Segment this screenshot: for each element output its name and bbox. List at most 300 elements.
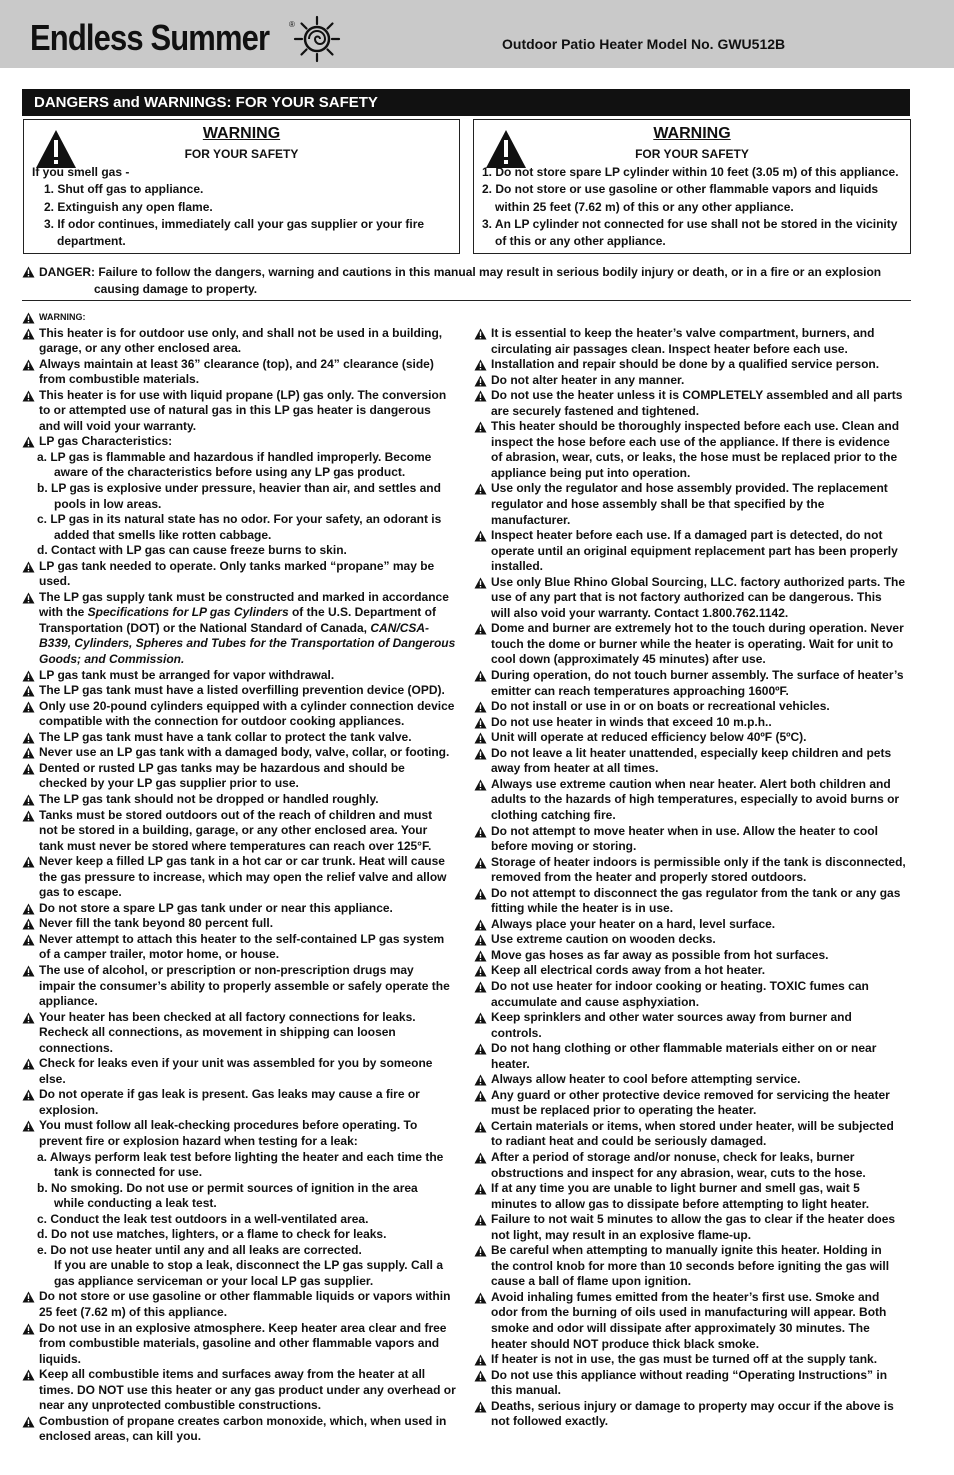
warning-triangle-icon — [22, 436, 35, 448]
warning-item-line — [474, 1134, 914, 1150]
warning-item — [474, 979, 914, 995]
warning-text: a. LP gas is flammable and hazardous if handled improperly. Become — [37, 449, 432, 464]
warning-item — [22, 1321, 462, 1337]
warning-item — [474, 373, 914, 389]
warning-item — [474, 1088, 914, 1104]
warning-text: Check for leaks even if your unit was assembled for you by someone — [39, 1056, 433, 1071]
warning-text: Move gas hoses as far away as possible from hot surfaces. — [491, 947, 829, 962]
warning-text: inspect the hose before each use of the appliance. If there is evidence — [491, 434, 890, 449]
warning-text: touch the dome or burner while the heater is operating. Wait for unit to — [491, 636, 894, 651]
warning-text: It is essential to keep the heater’s valve compartment, burners, and — [491, 326, 875, 340]
warning-text: This heater is for use with liquid propane (LP) gas only. The conversion — [39, 387, 447, 402]
warning-text: else. — [39, 1071, 66, 1086]
warning-item-line — [474, 606, 914, 622]
warning-text: The use of alcohol, or prescription or non-prescription drugs may — [39, 962, 414, 977]
warning-text: Always place your heater on a hard, level surface. — [491, 916, 776, 931]
warning-triangle-icon — [22, 1058, 35, 1070]
warning-triangle-icon — [474, 375, 487, 387]
header-band — [0, 0, 954, 68]
warning-item — [22, 730, 462, 746]
warning-text: The LP gas tank must have a listed overfilling prevention device (OPD). — [39, 683, 445, 698]
warning-item-line — [474, 513, 914, 529]
warning-text: LP gas tank needed to operate. Only tanks marked “propane” may be — [39, 558, 435, 573]
warning-text: This heater is for outdoor use only, and shall not be used in a building, — [39, 325, 443, 340]
warning-item-line — [474, 1197, 914, 1213]
warning-item-line — [474, 1383, 914, 1399]
warning-item — [22, 792, 462, 808]
warning-item — [474, 1010, 914, 1026]
warning-item — [474, 948, 914, 964]
warning-line: within 25 feet (7.62 m) of this or any other appliance. — [495, 199, 794, 214]
warning-text: must be replaced prior to operating the heater. — [491, 1103, 757, 1118]
warning-text: connections. — [39, 1040, 114, 1055]
warning-text: During operation, do not touch burner assembly. The surface of heater’s — [491, 668, 904, 683]
warning-text: of abrasion, wear, cuts, or leaks, the hose must be replaced prior to the — [491, 450, 898, 465]
warning-item — [474, 388, 914, 404]
warning-item — [474, 886, 914, 902]
warning-text: pools in low areas. — [54, 496, 162, 511]
warning-text: manufacturer. — [491, 512, 571, 527]
warning-item — [474, 777, 914, 793]
warning-triangle-icon — [22, 1089, 35, 1101]
warning-text: obstructions and inspect for any abrasion, wear, cuts to the hose. — [491, 1165, 866, 1180]
warning-item — [474, 715, 914, 731]
warning-text: of the U.S. Department of — [288, 605, 436, 620]
warning-text: Failure to not wait 5 minutes to allow the gas to clear if the heater does — [491, 1212, 896, 1227]
warning-lines — [32, 164, 451, 250]
warning-text: c. Conduct the leak test outdoors in a well-ventilated area. — [37, 1211, 369, 1226]
warning-triangle-icon — [22, 903, 35, 915]
warning-item — [474, 326, 914, 342]
model-number: Outdoor Patio Heater Model No. GWU512B — [502, 36, 786, 52]
warning-text: Do not alter heater in any manner. — [491, 372, 685, 387]
warning-item — [474, 1290, 914, 1306]
warning-item-line — [474, 559, 914, 575]
warning-text: Keep all electrical cords away from a hot heater. — [491, 963, 766, 978]
warning-triangle-icon — [474, 1354, 487, 1366]
warning-text: c. LP gas in its natural state has no odor. For your safety, an odorant is — [37, 512, 442, 527]
warning-item — [474, 1150, 914, 1166]
warning-triangle-icon — [474, 981, 487, 993]
warning-text: 25 feet (7.62 m) of this appliance. — [39, 1305, 228, 1319]
danger-notice — [22, 264, 912, 297]
warning-text: near any unprotected combustible constructions. — [39, 1398, 322, 1413]
warning-item — [22, 1087, 462, 1103]
warning-item-line — [22, 1336, 462, 1352]
warning-item-line — [474, 1259, 914, 1275]
warning-text-italic: Specifications for LP gas Cylinders — [87, 605, 289, 620]
warning-item-line — [22, 823, 462, 839]
warning-text: Do not use heater in winds that exceed 10 m.p.h.. — [491, 714, 772, 729]
warning-triangle-icon — [474, 1090, 487, 1102]
warning-triangle-icon — [474, 701, 487, 713]
warning-text: this manual. — [491, 1383, 562, 1398]
warning-triangle-icon — [474, 1183, 487, 1195]
warning-item — [474, 481, 914, 497]
warning-text-italic: CAN/CSA- — [370, 620, 430, 635]
warning-text: WARNING: — [39, 312, 86, 322]
warning-triangle-icon — [22, 856, 35, 868]
warnings-left-column — [22, 310, 462, 1445]
warning-line: 2. Do not store or use gasoline or other flammable vapors and liquids — [482, 182, 879, 197]
warning-item-line — [22, 465, 462, 481]
warning-item — [22, 559, 462, 575]
warning-item-line — [22, 621, 462, 637]
warning-text: the control knob for more than 10 seconds before igniting the gas will — [491, 1258, 890, 1273]
warning-triangle-icon — [474, 530, 487, 542]
warning-item-line — [22, 652, 462, 668]
warning-triangle-icon — [474, 826, 487, 838]
warning-text: b. No smoking. Do not use or permit sources of ignition in the area — [37, 1180, 418, 1195]
warning-item — [474, 855, 914, 871]
warning-triangle-icon — [22, 685, 35, 697]
warning-text: circulating air passages clean. Inspect heater before each use. — [491, 341, 848, 356]
warning-title: WARNING — [653, 125, 731, 142]
warning-text: used. — [39, 574, 71, 589]
warning-item — [22, 310, 462, 326]
warning-subtitle: FOR YOUR SAFETY — [635, 147, 749, 161]
warning-item-line — [22, 994, 462, 1010]
warning-text-italic: B339, Cylinders, Spheres and Tubes for the Transportation of Dangerous — [39, 636, 456, 651]
warning-item-line — [22, 1072, 462, 1088]
registered-mark: ® — [289, 20, 295, 29]
warning-triangle-icon — [22, 1369, 35, 1381]
warning-triangle-icon — [474, 950, 487, 962]
warning-item-line — [474, 1228, 914, 1244]
warning-text: Any guard or other protective device removed for servicing the heater — [491, 1087, 890, 1102]
warning-text: controls. — [491, 1025, 542, 1040]
warning-item-line — [22, 528, 462, 544]
warning-text: You must follow all leak-checking procedures before operating. To — [39, 1118, 418, 1133]
warning-item-line — [22, 870, 462, 886]
warning-line: 1. Shut off gas to appliance. — [44, 182, 204, 197]
warning-item — [474, 419, 914, 435]
warning-item-line — [474, 466, 914, 482]
warning-triangle-icon — [474, 390, 487, 402]
warning-text: tank must never be stored where temperatures can reach over 125°F. — [39, 838, 432, 853]
warning-triangle-icon — [474, 934, 487, 946]
warning-text: Never attempt to attach this heater to the self-contained LP gas system — [39, 931, 445, 946]
warning-triangle-icon — [474, 328, 487, 340]
warning-line: 3. An LP cylinder not connected for use shall not be stored in the vicinity — [482, 216, 898, 231]
warning-text: tank is connected for use. — [54, 1165, 203, 1180]
warning-lines — [482, 164, 902, 250]
warning-text: to or attempted use of natural gas in this LP gas heater is dangerous — [39, 403, 431, 418]
warning-text: liquids. — [39, 1351, 81, 1366]
warning-text: Deaths, serious injury or damage to property may occur if the above is — [491, 1398, 894, 1413]
warning-item-line — [22, 574, 462, 590]
warning-item-line — [22, 776, 462, 792]
warning-text: cause a ball of flame upon ignition. — [491, 1274, 692, 1289]
warning-text: Do not store a spare LP gas tank under or near this appliance. — [39, 900, 393, 915]
danger-text: DANGER: Failure to follow the dangers, warning and cautions in this manual may result in serious bodily injury or death, or in a fire or an explosion — [39, 265, 882, 279]
warning-triangle-icon — [22, 312, 35, 324]
warning-triangle-icon — [474, 779, 487, 791]
warning-item-line — [474, 901, 914, 917]
danger-line — [22, 264, 912, 281]
warning-text: Never keep a filled LP gas tank in a hot car or car trunk. Heat will cause — [39, 854, 445, 869]
warning-item-line — [22, 1103, 462, 1119]
warning-item-line — [22, 979, 462, 995]
warning-title: WARNING — [202, 125, 281, 142]
warning-text: accumulate and cause asphyxiation. — [491, 994, 700, 1009]
sun-icon — [292, 14, 342, 64]
warning-text: enclosed areas, can kill you. — [39, 1429, 202, 1444]
danger-line — [22, 281, 912, 298]
warning-text: Always allow heater to cool before attempting service. — [491, 1072, 801, 1087]
warning-text: Use extreme caution on wooden decks. — [491, 932, 716, 947]
brand-logo: Endless Summer — [30, 17, 270, 58]
warnings-right-column — [474, 326, 914, 1430]
warning-triangle-icon — [22, 359, 35, 371]
warning-text: use of any part that is not factory authorized can be dangerous. This — [491, 590, 882, 605]
warning-text: installed. — [491, 559, 544, 574]
warning-line: 1. Do not store spare LP cylinder within 10 feet (3.05 m) of this appliance. — [482, 165, 899, 179]
warning-item — [22, 1367, 462, 1383]
warning-triangle-icon — [22, 747, 35, 759]
warning-text: The LP gas tank must have a tank collar to protect the tank valve. — [39, 729, 412, 744]
warning-item — [474, 621, 914, 637]
warning-item-line — [474, 792, 914, 808]
warning-item — [474, 730, 914, 746]
warning-item-line — [22, 512, 462, 528]
warning-text: times. DO NOT use this heater or any gas product under any overhead or — [39, 1382, 456, 1397]
warning-triangle-icon — [22, 918, 35, 930]
warning-triangle-icon — [474, 359, 487, 371]
warning-item — [474, 917, 914, 933]
warning-text: Do not leave a lit heater unattended, especially keep children and pets — [491, 745, 892, 760]
warning-item — [474, 1072, 914, 1088]
warning-item-line — [22, 1243, 462, 1259]
warning-triangle-icon — [474, 483, 487, 495]
warning-text: removed from the heater and properly stored outdoors. — [491, 870, 807, 885]
warning-text: Do not use this appliance without reading “Operating Instructions” in — [491, 1367, 888, 1382]
warning-text: d. Contact with LP gas can cause freeze burns to skin. — [37, 543, 347, 558]
warning-text: clothing catching fire. — [491, 807, 616, 822]
warning-line: department. — [57, 234, 126, 249]
warning-text: impair the consumer’s ability to properly assemble or safely operate the — [39, 978, 450, 993]
warning-triangle-icon — [22, 266, 35, 278]
warning-text: Be careful when attempting to manually ignite this heater. Holding in — [491, 1243, 882, 1258]
warning-triangle-icon — [474, 857, 487, 869]
warning-item — [474, 1041, 914, 1057]
warning-triangle-icon — [474, 1152, 487, 1164]
warning-item — [22, 1118, 462, 1134]
warning-item — [22, 1010, 462, 1026]
warning-item-line — [474, 497, 914, 513]
warning-triangle-icon — [474, 1401, 487, 1413]
warning-text: Inspect heater before each use. If a damaged part is detected, do not — [491, 528, 883, 543]
warning-triangle-icon — [474, 1292, 487, 1304]
warning-text: b. LP gas is explosive under pressure, heavier than air, and settles and — [37, 481, 441, 496]
warning-item — [22, 357, 462, 373]
warning-item-line — [22, 1352, 462, 1368]
warning-item — [22, 668, 462, 684]
warning-item — [22, 854, 462, 870]
warning-item-line — [22, 714, 462, 730]
warning-text: appliance being put into operation. — [491, 465, 691, 480]
warning-text: fitting while the heater is in use. — [491, 901, 674, 916]
warning-triangle-icon — [22, 965, 35, 977]
warning-text: If at any time you are unable to light burner and smell gas, wait 5 — [491, 1181, 860, 1196]
warning-item — [474, 1399, 914, 1415]
warning-text: Keep all combustible items and surfaces away from the heater at all — [39, 1367, 426, 1382]
warning-triangle-icon — [22, 701, 35, 713]
warning-text: cool down (approximately 45 minutes) after use. — [491, 652, 766, 667]
warning-triangle-icon — [22, 561, 35, 573]
warning-item — [474, 668, 914, 684]
warning-text: from combustible materials, gasoline and other flammable vapors and — [39, 1336, 440, 1351]
warning-triangle-icon — [474, 1121, 487, 1133]
warning-text: The LP gas supply tank must be constructed and marked in accordance — [39, 589, 449, 604]
warning-text: Your heater has been checked at all factory connections for leaks. — [39, 1009, 416, 1024]
warning-item — [474, 824, 914, 840]
warning-item-line — [22, 1258, 462, 1274]
warning-item — [22, 963, 462, 979]
warning-item-line — [22, 1305, 462, 1321]
warning-item — [22, 434, 462, 450]
warning-text: smoke and odor will dissipate after approximately 30 minutes. The — [491, 1321, 870, 1335]
warning-item — [22, 326, 462, 342]
warning-text: Never use an LP gas tank with a damaged body, valve, collar, or footing. — [39, 745, 450, 760]
warning-item — [474, 1352, 914, 1368]
warning-item-line — [22, 947, 462, 963]
warning-item-line — [22, 885, 462, 901]
warning-text: will also void your warranty. Contact 1.800.762.1142. — [491, 605, 789, 620]
warning-text: LP gas tank must be arranged for vapor withdrawal. — [39, 667, 335, 682]
warning-text: Recheck all connections, as movement in shipping can loosen — [39, 1025, 396, 1040]
warning-text: away from heater at all times. — [491, 761, 659, 776]
warning-item-line — [474, 590, 914, 606]
warning-triangle-icon — [474, 748, 487, 760]
warning-item — [474, 1181, 914, 1197]
warning-item — [474, 357, 914, 373]
warning-item-line — [22, 1398, 462, 1414]
warning-text: explosion. — [39, 1102, 99, 1117]
warning-text: If heater is not in use, the gas must be turned off at the supply tank. — [491, 1352, 878, 1367]
warning-text: minutes to allow gas to dissipate before attempting to light heater. — [491, 1196, 870, 1211]
warning-item-line — [474, 1321, 914, 1337]
warning-text: heater should NOT produce thick black smoke. — [491, 1336, 760, 1351]
warning-text: Do not hang clothing or other flammable materials either on or near — [491, 1041, 877, 1056]
warning-triangle-icon — [474, 965, 487, 977]
warning-item — [22, 388, 462, 404]
warning-item-line — [474, 1274, 914, 1290]
warning-item-line — [474, 404, 914, 420]
warning-item — [474, 1212, 914, 1228]
warning-triangle-icon — [22, 390, 35, 402]
warning-text: After a period of storage and/or nonuse, check for leaks, burner — [491, 1149, 855, 1164]
warning-box-right — [473, 119, 911, 254]
warning-item-line — [22, 1041, 462, 1057]
warning-box-left — [23, 119, 460, 254]
warning-item-line — [22, 1196, 462, 1212]
warning-triangle-icon — [474, 623, 487, 635]
warning-text: emitter can reach temperatures approaching 1600ºF. — [491, 683, 789, 698]
warning-item-line — [474, 839, 914, 855]
warning-item — [22, 590, 462, 606]
warning-triangle-icon — [474, 1214, 487, 1226]
warning-item-line — [22, 403, 462, 419]
warning-triangle-icon — [474, 732, 487, 744]
warning-text: Storage of heater indoors is permissible only if the tank is disconnected, — [491, 854, 906, 869]
warning-text: appliance. — [39, 994, 98, 1009]
warning-text: Do not use in an explosive atmosphere. Keep heater area clear and free — [39, 1320, 447, 1335]
warning-item — [474, 932, 914, 948]
danger-text: causing damage to property. — [94, 281, 258, 296]
warning-text: Do not install or use in or on boats or recreational vehicles. — [491, 699, 830, 714]
warning-line: 3. If odor continues, immediately call your gas supplier or your fire — [44, 216, 425, 231]
divider — [22, 300, 911, 301]
warning-text: Transportation (DOT) or the National Standard of Canada, — [39, 620, 371, 635]
warning-item — [22, 745, 462, 761]
warning-line: If you smell gas - — [32, 165, 130, 179]
warning-text: of a camper trailer, motor home, or house. — [39, 947, 280, 962]
warning-item — [474, 963, 914, 979]
warning-item — [474, 1119, 914, 1135]
warning-text: Do not attempt to move heater when in use. Allow the heater to cool — [491, 823, 878, 838]
warning-item-line — [22, 1227, 462, 1243]
warning-item-line — [474, 652, 914, 668]
warning-item — [474, 528, 914, 544]
warning-triangle-icon — [22, 592, 35, 604]
warning-item-line — [474, 1026, 914, 1042]
warning-triangle-icon — [474, 670, 487, 682]
warning-triangle-icon — [22, 1012, 35, 1024]
warning-text: The LP gas tank should not be dropped or handled roughly. — [39, 791, 379, 806]
warning-text: before moving or storing. — [491, 839, 637, 854]
warning-item-line — [474, 870, 914, 886]
warning-item — [474, 575, 914, 591]
warning-item-line — [22, 543, 462, 559]
warning-triangle-icon — [22, 1120, 35, 1132]
warning-text: heater. — [491, 1056, 530, 1071]
warning-text: gas appliance serviceman or your local LP gas supplier. — [54, 1273, 374, 1288]
warning-triangle-icon — [474, 577, 487, 589]
warning-item-line — [22, 1429, 462, 1445]
section-title: DANGERS and WARNINGS: FOR YOUR SAFETY — [22, 89, 910, 116]
warning-triangle-icon — [474, 421, 487, 433]
warning-triangle-icon — [22, 763, 35, 775]
warning-text: prevent fire or explosion hazard when testing for a leak: — [39, 1133, 358, 1148]
warning-text: not followed exactly. — [491, 1414, 609, 1429]
warning-text: Do not attempt to disconnect the gas regulator from the tank or any gas — [491, 885, 901, 900]
warning-item — [474, 1368, 914, 1384]
warning-triangle-icon — [22, 1416, 35, 1428]
warning-text: adults to the hazards of high temperatures, especially to avoid burns or — [491, 792, 900, 807]
warning-text: the gas pressure to increase, which may open the relief valve and allow — [39, 869, 447, 884]
warning-text: Dome and burner are extremely hot to the touch during operation. Never — [491, 621, 904, 636]
warning-item — [22, 1289, 462, 1305]
warning-text: LP gas Characteristics: — [39, 434, 173, 449]
warning-text: not be stored in a building, garage, or any other enclosed area. Your — [39, 823, 428, 838]
warning-triangle-icon — [22, 794, 35, 806]
warning-item-line — [22, 636, 462, 652]
warning-item-line — [22, 419, 462, 435]
warning-text: Always use extreme caution when near heater. Alert both children and — [491, 776, 891, 791]
warning-text: added that smells like rotten cabbage. — [54, 527, 272, 542]
warning-text: Do not store or use gasoline or other flammable liquids or vapors within — [39, 1289, 451, 1304]
warning-item — [22, 901, 462, 917]
warning-text: operate until an original equipment replacement part has been properly — [491, 543, 898, 558]
warning-item-line — [22, 1150, 462, 1166]
warning-text: Dented or rusted LP gas tanks may be hazardous and should be — [39, 760, 405, 775]
warning-item — [22, 683, 462, 699]
warning-item-line — [22, 605, 462, 621]
warning-triangle-icon — [474, 1245, 487, 1257]
warning-item-line — [474, 1103, 914, 1119]
warning-item-line — [474, 995, 914, 1011]
